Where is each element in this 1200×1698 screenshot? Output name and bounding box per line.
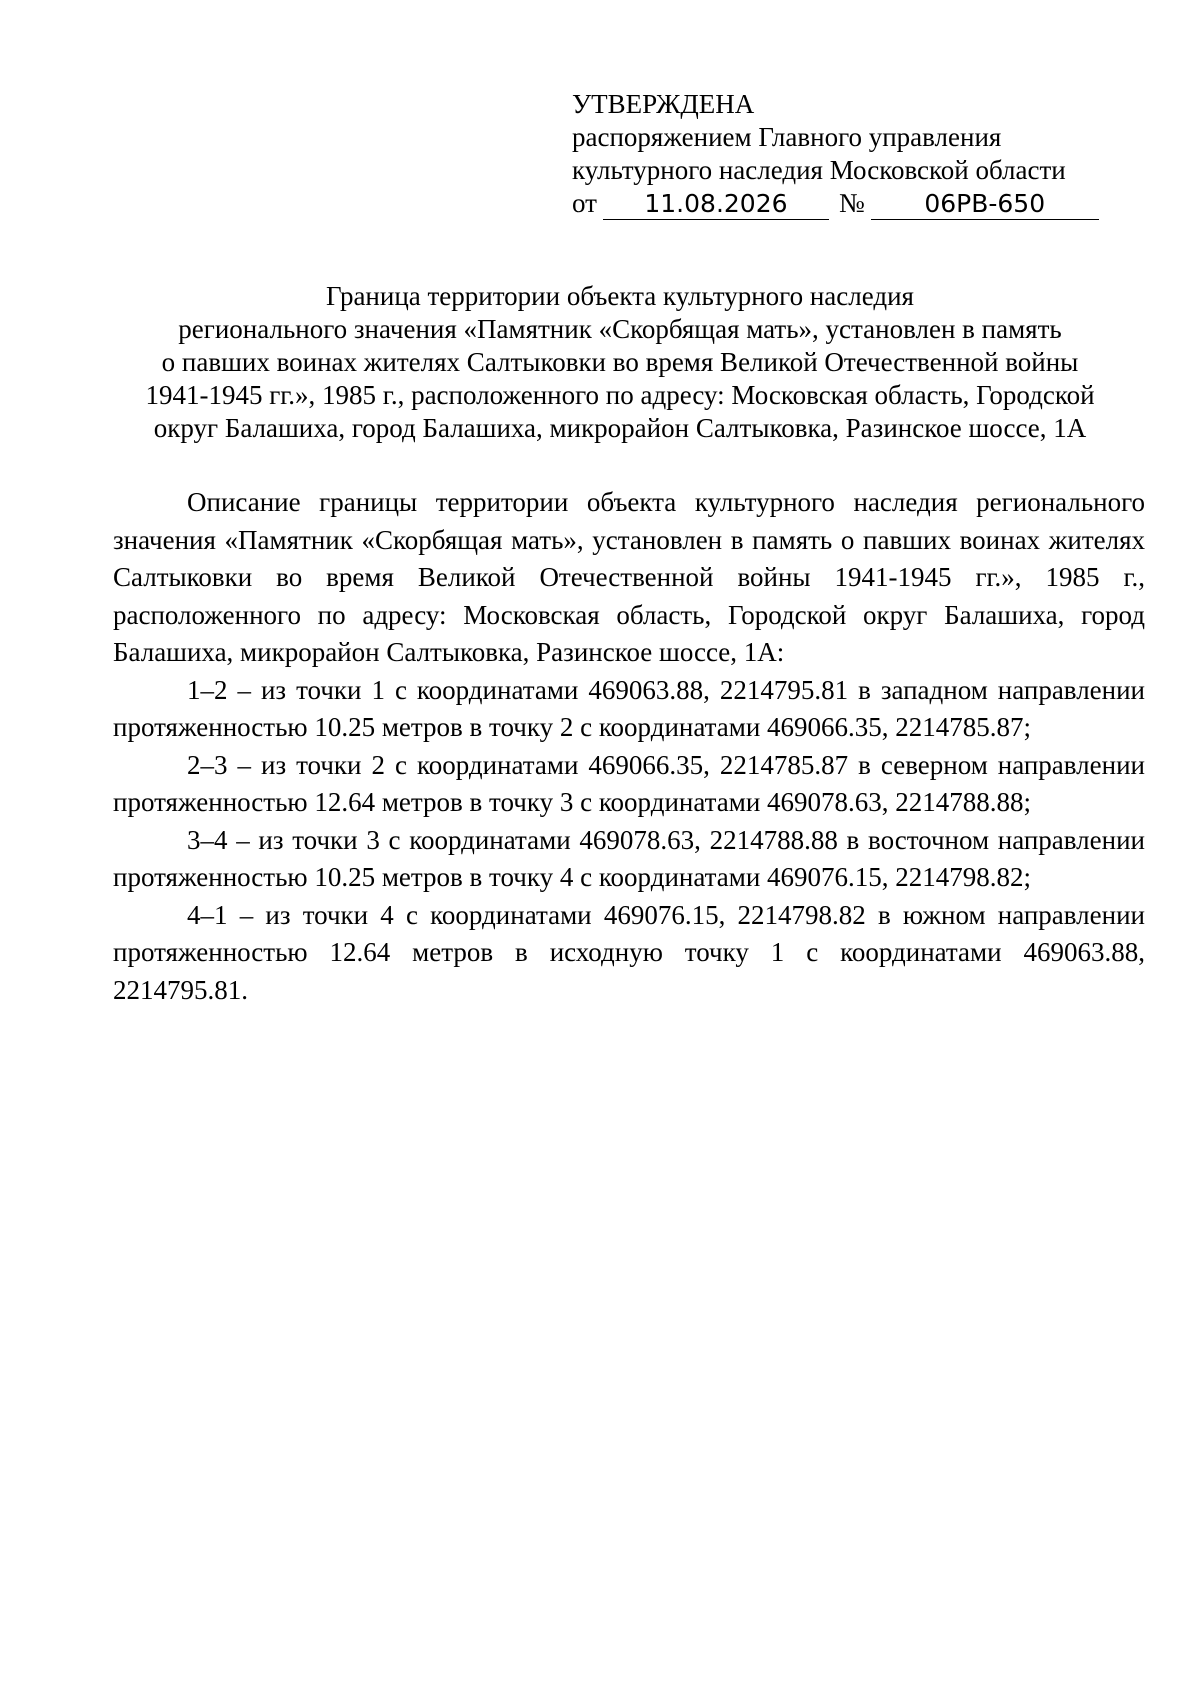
heading-line: округ Балашиха, город Балашиха, микрорайон Салтыковка, Разинское шоссе, 1А [153,413,1087,443]
heading-line: о павших воинах жителях Салтыковки во время Великой Отечественной войны [161,347,1079,377]
heading-line: 1941-1945 гг.», 1985 г., расположенного по адресу: Московская область, Городской [145,380,1095,410]
approval-number: 06РВ-650 [871,189,1099,220]
approval-title: УТВЕРЖДЕНА [572,89,755,119]
description-intro-paragraph: Описание границы территории объекта культурного наследия регионального значения «Памятник «Скорбящая мать», установлен в память о павших воинах жителях Салтыковки во время Великой Отечественной войны 1941-1945 гг.», 1985 г., расположенного по адресу: Московская область, Городской округ Балашиха, город Балашиха, микрорайон Салтыковка, Разинское шоссе, 1А: [113,487,1145,667]
boundary-segment-2-3: 2–3 – из точки 2 с координатами 469066.35, 2214785.87 в северном направлении протяженностью 12.64 метров в точку 3 с координатами 469078.63, 2214788.88; [113,749,1145,817]
boundary-segment-3-4: 3–4 – из точки 3 с координатами 469078.63, 2214788.88 в восточном направлении протяженностью 10.25 метров в точку 4 с координатами 469076.15, 2214798.82; [113,824,1145,892]
approval-date-number-row [572,187,1112,220]
approval-authority-line-2: культурного наследия Московской области [572,155,1066,185]
document-heading [100,280,1140,445]
heading-line: регионального значения «Памятник «Скорбящая мать», установлен в память [178,314,1062,344]
approval-stamp [572,88,1112,220]
date-prefix: от [572,188,597,218]
number-prefix: № [838,188,865,218]
approval-authority-line-1: распоряжением Главного управления [572,122,1002,152]
approval-date: 11.08.2026 [603,189,829,220]
heading-line: Граница территории объекта культурного наследия [326,281,914,311]
boundary-segment-1-2: 1–2 – из точки 1 с координатами 469063.88, 2214795.81 в западном направлении протяженностью 10.25 метров в точку 2 с координатами 469066.35, 2214785.87; [113,674,1145,742]
boundary-description [113,484,1145,1009]
boundary-segment-4-1: 4–1 – из точки 4 с координатами 469076.15, 2214798.82 в южном направлении протяженностью 12.64 метров в исходную точку 1 с координатами 469063.88, 2214795.81. [113,899,1145,1005]
